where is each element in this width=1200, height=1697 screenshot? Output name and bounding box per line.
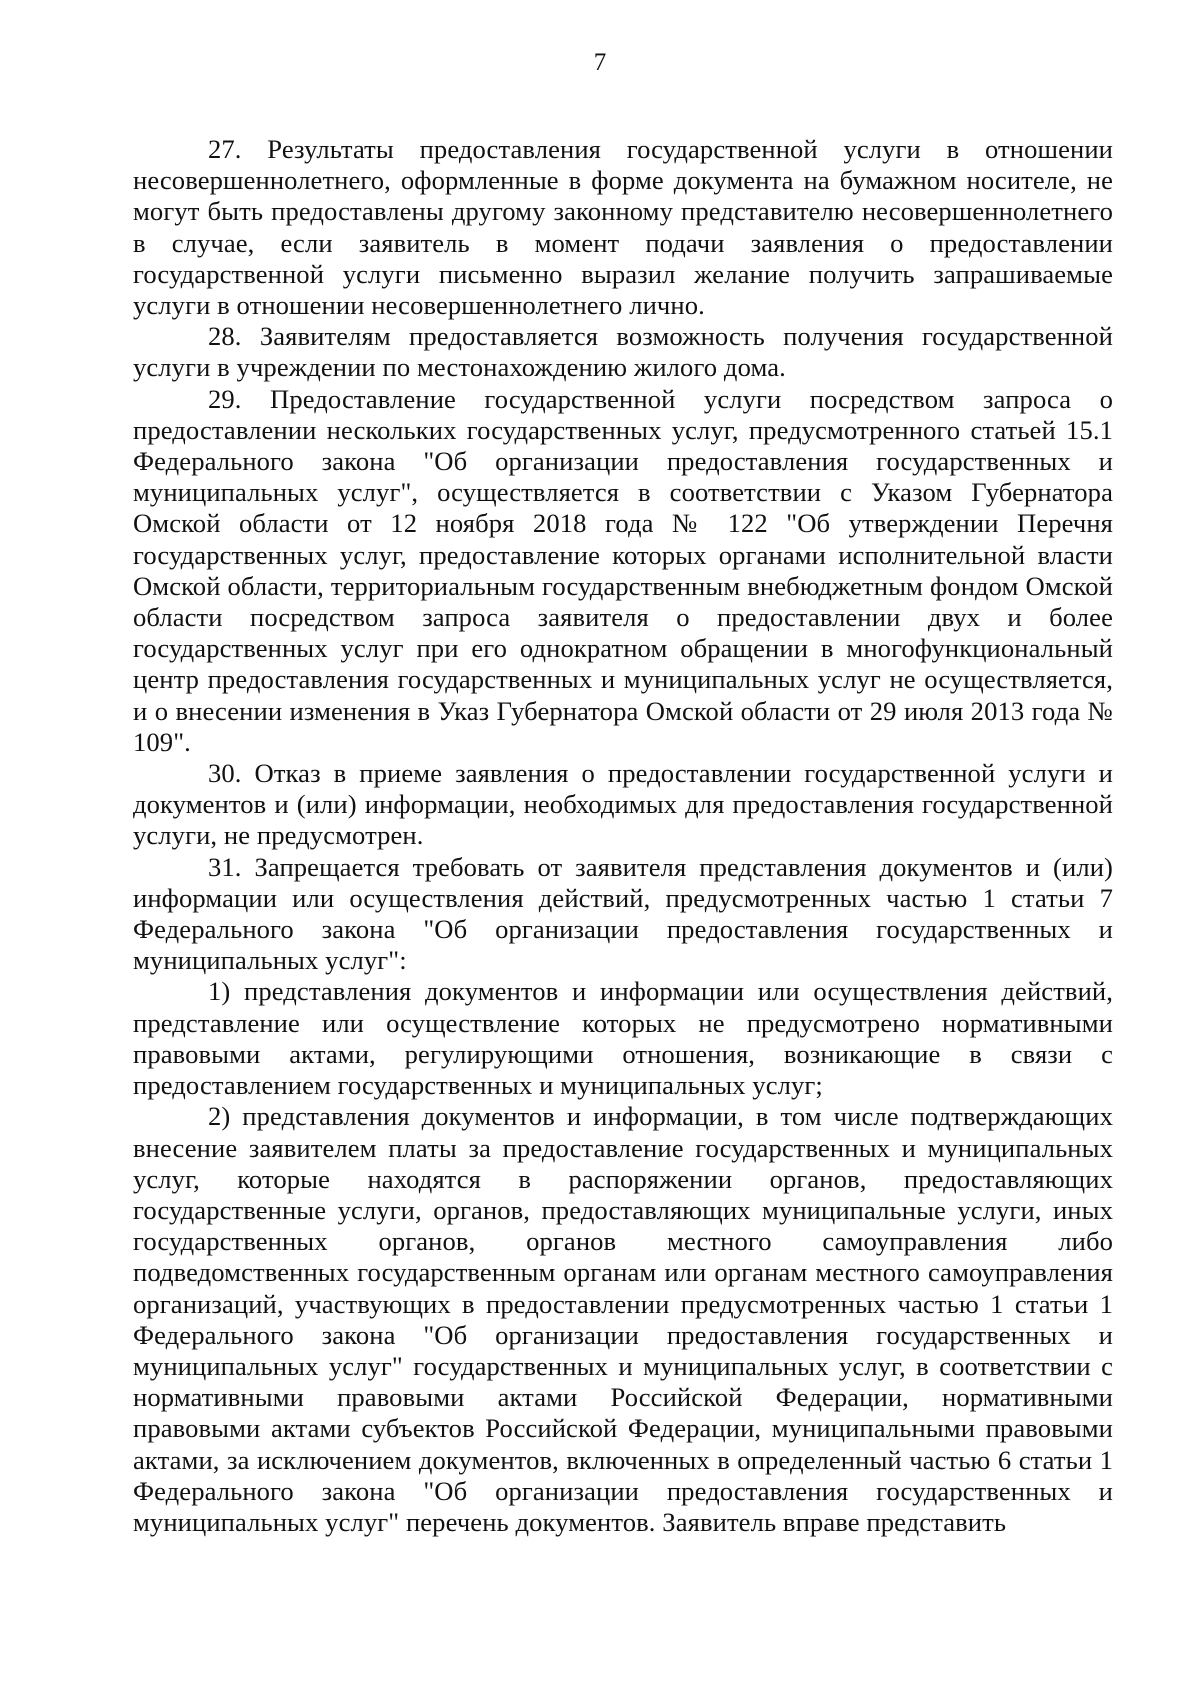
- paragraph-30: 30. Отказ в приеме заявления о предоставлении государственной услуги и документов и (или) информации, необходимых для предоставления государственной услуги, не предусмотрен.: [133, 758, 1113, 851]
- paragraph-31-item-2: 2) представления документов и информации, в том числе подтверждающих внесение заявителем платы за предоставление государственных и муниципальных услуг, которые находятся в распоряжении органов, предоставляющих государственные услуги, органов, предоставляющих муниципальные услуги, иных государственных органов, органов местного самоуправления либо подведомственных государственным органам или органам местного самоуправления организаций, участвующих в предоставлении предусмотренных частью 1 статьи 1 Федерального закона "Об организации предоставления государственных и муниципальных услуг" государственных и муниципальных услуг, в соответствии с нормативными правовыми актами Российской Федерации, нормативными правовыми актами субъектов Российской Федерации, муниципальными правовыми актами, за исключением документов, включенных в определенный частью 6 статьи 1 Федерального закона "Об организации предоставления государственных и муниципальных услуг" перечень документов. Заявитель вправе представить: [133, 1101, 1113, 1537]
- paragraph-28: 28. Заявителям предоставляется возможность получения государственной услуги в учреждении по местонахождению жилого дома.: [133, 321, 1113, 383]
- paragraph-31: 31. Запрещается требовать от заявителя представления документов и (или) информации или осуществления действий, предусмотренных частью 1 статьи 7 Федерального закона "Об организации предоставления государственных и муниципальных услуг":: [133, 851, 1113, 976]
- document-body: [133, 134, 1113, 1538]
- paragraph-27: 27. Результаты предоставления государственной услуги в отношении несовершеннолетнего, оформленные в форме документа на бумажном носителе, не могут быть предоставлены другому законному представителю несовершеннолетнего в случае, если заявитель в момент подачи заявления о предоставлении государственной услуги письменно выразил желание получить запрашиваемые услуги в отношении несовершеннолетнего лично.: [133, 134, 1113, 321]
- paragraph-31-item-1: 1) представления документов и информации или осуществления действий, представление или осуществление которых не предусмотрено нормативными правовыми актами, регулирующими отношения, возникающие в связи с предоставлением государственных и муниципальных услуг;: [133, 976, 1113, 1101]
- page-number: 7: [593, 49, 607, 76]
- paragraph-29: 29. Предоставление государственной услуги посредством запроса о предоставлении нескольких государственных услуг, предусмотренного статьей 15.1 Федерального закона "Об организации предоставления государственных и муниципальных услуг", осуществляется в соответствии с Указом Губернатора Омской области от 12 ноября 2018 года № 122 "Об утверждении Перечня государственных услуг, предоставление которых органами исполнительной власти Омской области, территориальным государственным внебюджетным фондом Омской области посредством запроса заявителя о предоставлении двух и более государственных услуг при его однократном обращении в многофункциональный центр предоставления государственных и муниципальных услуг не осуществляется, и о внесении изменения в Указ Губернатора Омской области от 29 июля 2013 года № 109".: [133, 383, 1113, 757]
